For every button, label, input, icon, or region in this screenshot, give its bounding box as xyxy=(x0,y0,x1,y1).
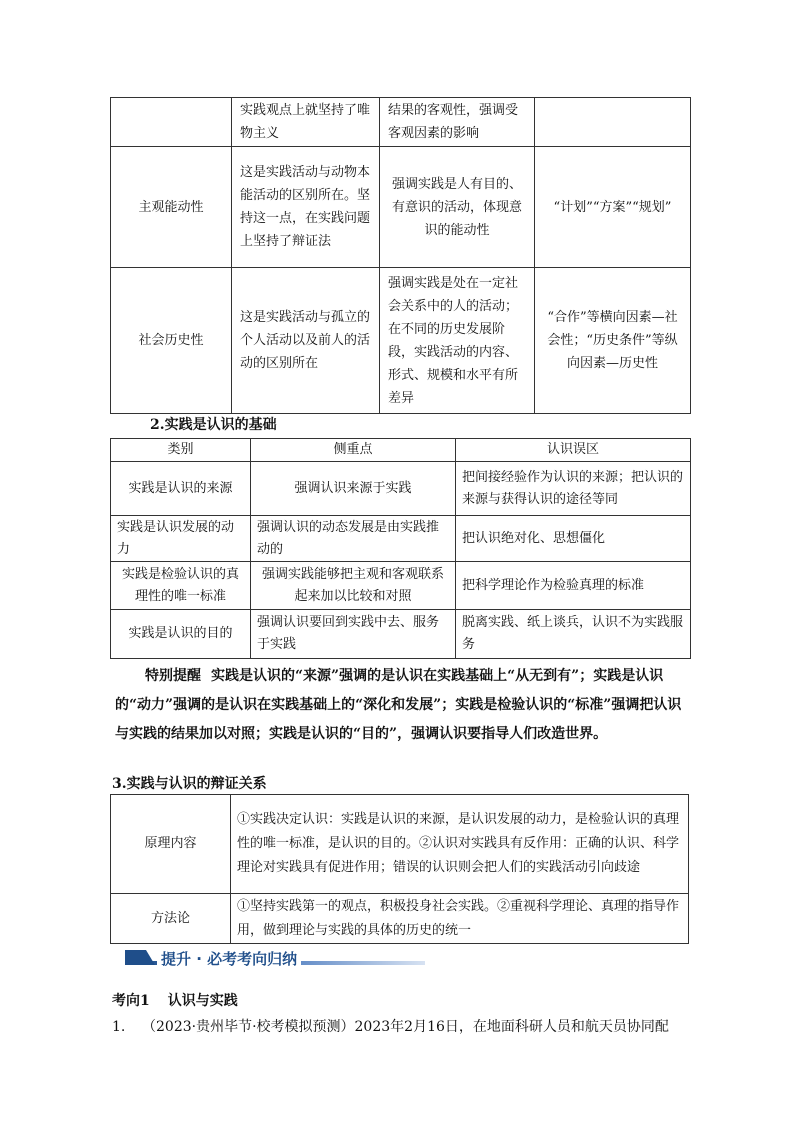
exam-direction-title xyxy=(112,990,238,1010)
practice-characteristics-table xyxy=(110,97,691,414)
cell-focus: 强调认识的动态发展是由实践推动的 xyxy=(251,516,456,562)
cell-focus: 强调实践能够把主观和客观联系起来加以比较和对照 xyxy=(251,562,456,610)
cell-misconception: 把认识绝对化、思想僵化 xyxy=(456,516,691,562)
cell-category: 实践是认识的来源 xyxy=(111,462,251,516)
cell-misconception: 把间接经验作为认识的来源；把认识的来源与获得认识的途径等同 xyxy=(456,462,691,516)
header-category: 类别 xyxy=(111,439,251,462)
special-reminder xyxy=(115,662,687,749)
exam-direction-name: 认识与实践 xyxy=(167,993,238,1009)
cell-principle-label: 原理内容 xyxy=(111,795,231,894)
exam-direction-prefix: 考向1 xyxy=(112,993,150,1009)
row-label: 社会历史性 xyxy=(111,268,232,414)
cell-keywords xyxy=(535,98,691,147)
cell-keywords: “合作”等横向因素—社会性；“历史条件”等纵向因素—历史性 xyxy=(535,268,691,414)
table-row xyxy=(111,462,691,516)
banner-arrow-icon xyxy=(125,950,155,965)
table-row xyxy=(111,98,691,147)
table-row xyxy=(111,610,691,659)
cell-significance: 这是实践活动与孤立的个人活动以及前人的活动的区别所在 xyxy=(232,268,380,414)
row-label xyxy=(111,98,232,147)
cell-category: 实践是检验认识的真理性的唯一标准 xyxy=(111,562,251,610)
table-header-row xyxy=(111,439,691,462)
table-row xyxy=(111,147,691,268)
cell-category: 实践是认识的目的 xyxy=(111,610,251,659)
cell-method-label: 方法论 xyxy=(111,894,231,944)
cell-method-content: ①坚持实践第一的观点，积极投身社会实践。②重视科学理论、真理的指导作用，做到理论与实践的具体的历史的统一 xyxy=(231,894,689,944)
practice-basis-table xyxy=(110,438,691,659)
question-number: 1. xyxy=(112,1019,126,1035)
cell-misconception: 把科学理论作为检验真理的标准 xyxy=(456,562,691,610)
cell-focus: 强调认识要回到实践中去、服务于实践 xyxy=(251,610,456,659)
header-misconception: 认识误区 xyxy=(456,439,691,462)
dialectical-relation-table xyxy=(110,794,689,944)
banner-title: 提升 · 必考考向归纳 xyxy=(157,948,301,969)
cell-significance: 这是实践活动与动物本能活动的区别所在。坚持这一点，在实践问题上坚持了辩证法 xyxy=(232,147,380,268)
section-banner xyxy=(125,948,425,970)
table-row xyxy=(111,516,691,562)
table-row xyxy=(111,894,689,944)
header-focus: 侧重点 xyxy=(251,439,456,462)
cell-principle-content: ①实践决定认识：实践是认识的来源，是认识发展的动力，是检验认识的真理性的唯一标准，是认识的目的。②认识对实践具有反作用：正确的认识、科学理论对实践具有促进作用；错误的认识则会把人们的实践活动引向歧途 xyxy=(231,795,689,894)
cell-emphasis: 结果的客观性，强调受客观因素的影响 xyxy=(380,98,535,147)
question-1 xyxy=(112,1016,669,1036)
cell-emphasis: 强调实践是人有目的、有意识的活动，体现意识的能动性 xyxy=(380,147,535,268)
cell-significance: 实践观点上就坚持了唯物主义 xyxy=(232,98,380,147)
table-row xyxy=(111,795,689,894)
section-3-heading: 3.实践与认识的辩证关系 xyxy=(112,776,267,792)
reminder-label: 特别提醒 xyxy=(145,668,201,684)
cell-emphasis: 强调实践是处在一定社会关系中的人的活动；在不同的历史发展阶段，实践活动的内容、形式、规模和水平有所差异 xyxy=(380,268,535,414)
cell-focus: 强调认识来源于实践 xyxy=(251,462,456,516)
reminder-text: 实践是认识的“来源”强调的是认识在实践基础上“从无到有”；实践是认识的“动力”强调的是认识在实践基础上的“深化和发展”；实践是检验认识的“标准”强调把认识与实践的结果加以对照；实践是认识的“目的”，强调认识要指导人们改造世界。 xyxy=(115,668,682,742)
table-row xyxy=(111,562,691,610)
question-text: （2023·贵州毕节·校考模拟预测）2023年2月16日，在地面科研人员和航天员协同配 xyxy=(142,1019,669,1035)
section-2-heading: 2.实践是认识的基础 xyxy=(150,417,277,433)
table-row xyxy=(111,268,691,414)
row-label: 主观能动性 xyxy=(111,147,232,268)
cell-keywords: “计划”“方案”“规划” xyxy=(535,147,691,268)
cell-category: 实践是认识发展的动力 xyxy=(111,516,251,562)
cell-misconception: 脱离实践、纸上谈兵，认识不为实践服务 xyxy=(456,610,691,659)
